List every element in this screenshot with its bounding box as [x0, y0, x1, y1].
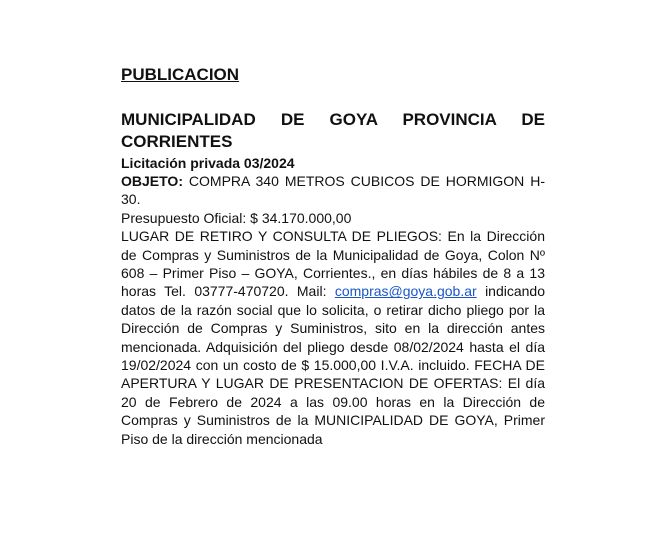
details-text-after-mail: indicando datos de la razón social que lo solicita, o retirar dicho pliego por la Dirección de Compras y Suministros, sito en la dirección antes mencionada. Adquisición del pliego desde 08/02/2024 hasta el día 19/02/2024 con un costo de $ 15.000,00 I.V.A. incluido. FECHA DE APERTURA Y LUGAR DE PRESENTACION DE OFERTAS: El día 20 de Febrero de 2024 a las 09.00 horas en la Dirección de Compras y Suministros de la MUNICIPALIDAD DE GOYA, Primer Piso de la dirección mencionada	[121, 283, 546, 447]
details-text-before-mail: LUGAR DE RETIRO Y CONSULTA DE PLIEGOS: En la Dirección de Compras y Suministros de la Municipalidad de Goya, Colon Nº 608 – Primer Piso – GOYA, Corrientes., en días hábiles de 8 a 13 horas Tel. 03777-470720. Mail:	[121, 228, 545, 300]
object-text: COMPRA 340 METROS CUBICOS DE HORMIGON H-30.	[121, 173, 545, 208]
object-paragraph	[121, 172, 545, 209]
tender-number: Licitación privada 03/2024	[121, 155, 295, 171]
publication-document	[121, 64, 545, 448]
budget-line: Presupuesto Oficial: $ 34.170.000,00	[121, 209, 352, 226]
email-link[interactable]: compras@goya.gob.ar	[334, 283, 477, 300]
object-label: OBJETO:	[121, 173, 183, 189]
publication-heading: PUBLICACION	[121, 65, 240, 84]
details-paragraph	[121, 227, 545, 448]
document-title: MUNICIPALIDAD DE GOYA PROVINCIA DE CORRIENTES	[121, 110, 545, 151]
